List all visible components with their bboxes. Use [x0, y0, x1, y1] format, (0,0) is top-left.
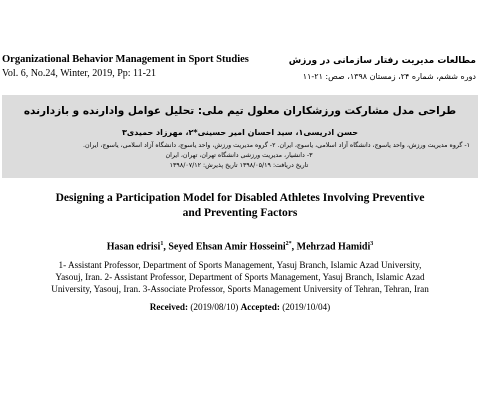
received-date: (2019/08/10): [190, 302, 239, 312]
affiliations-english: [6, 259, 474, 295]
affiliation-line: University, Yasouj, Iran. 3-Associate Professor, Sports Management University of Tehran, Tehran, Iran: [51, 284, 429, 294]
journal-volume-persian: دوره ششم، شماره ۲۴، زمستان ۱۳۹۸، صص: ۲۱-۱۱: [302, 72, 476, 81]
affiliation-line: Yasouj, Iran. 2- Assistant Professor, Department of Sports Management, Yasuj Branch, Islamic Azad: [55, 272, 425, 282]
author-superscript: 3: [370, 241, 374, 247]
journal-info-english: [2, 53, 249, 81]
persian-authors: حسن ادریسی۱، سید احسان امیر حسینی*۲، مهرزاد حمیدی۳: [122, 128, 358, 137]
journal-name-persian: مطالعات مدیریت رفتار سازمانی در ورزش: [288, 56, 476, 66]
accepted-label: Accepted:: [240, 302, 280, 312]
title-line: and Preventing Factors: [182, 207, 298, 219]
author-name: Hasan edrisi: [106, 241, 161, 253]
authors-english: Hasan edrisi$^1$, Seyed Ehsan Amir Hosseini$^{2*}$, Mehrzad Hamidi$^3$: [106, 241, 374, 253]
title-line: Designing a Participation Model for Disabled Athletes Involving Preventive: [55, 192, 425, 204]
persian-affiliations: [8, 141, 470, 171]
author-name: Mehrzad Hamidi: [296, 241, 371, 253]
received-accepted-dates: [0, 302, 480, 312]
affiliation-line: 1- Assistant Professor, Department of Sports Management, Yasuj Branch, Islamic Azad University,: [58, 260, 422, 270]
persian-title: طراحی مدل مشارکت ورزشکاران معلول تیم ملی: تحلیل عوامل وادارنده و بازدارنده: [23, 105, 457, 117]
journal-volume-english: Vol. 6, No.24, Winter, 2019, Pp: 11-21: [2, 68, 157, 79]
persian-abstract-header-box: [2, 95, 478, 178]
paper-title-english: [0, 191, 480, 221]
journal-name-english: Organizational Behavior Management in Sport Studies: [2, 54, 249, 65]
author-name: Seyed Ehsan Amir Hosseini: [168, 241, 286, 253]
received-label: Received:: [149, 302, 189, 312]
author-superscript: 2*: [285, 241, 292, 247]
author-superscript: 1: [160, 241, 164, 247]
persian-affiliation-line: ۱- گروه مدیریت ورزش، واحد یاسوج، دانشگاه آزاد اسلامی، یاسوج، ایران. ۲- گروه مدیریت ورزش، واحد یاسوج، دانشگاه آزاد اسلامی، یاسوج، ایران.: [82, 142, 470, 149]
accepted-date: (2019/10/04): [282, 302, 331, 312]
journal-info-persian: [276, 53, 476, 85]
persian-dates: تاریخ دریافت: ۱۳۹۸/۰۵/۱۹ تاریخ پذیرش: ۱۳۹۸/۰۷/۱۲: [169, 162, 309, 169]
persian-affiliation-line: ۳- دانشیار، مدیریت ورزشی دانشگاه تهران، تهران، ایران: [165, 152, 313, 159]
